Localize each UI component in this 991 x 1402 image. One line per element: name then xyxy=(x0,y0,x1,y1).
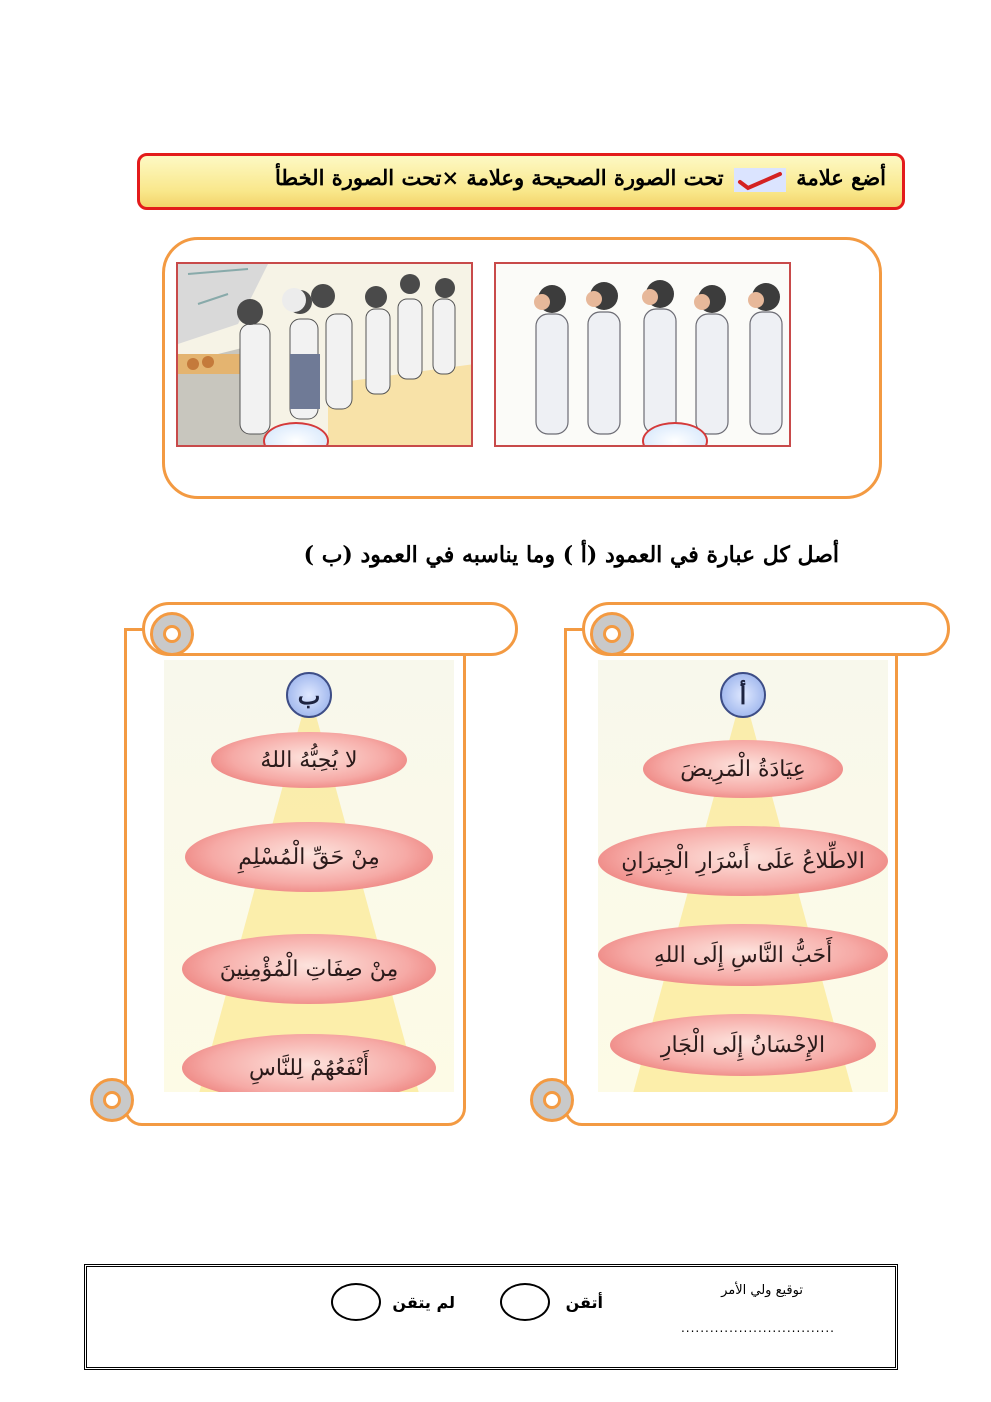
scroll-a-bottom-curl xyxy=(530,1078,574,1122)
signature-line[interactable]: ................................ xyxy=(680,1321,835,1335)
scroll-b-top xyxy=(142,602,518,656)
signature-label: توقيع ولي الأمر xyxy=(721,1283,803,1298)
scroll-a-top xyxy=(582,602,950,656)
column-a-item[interactable]: الإِحْسَانُ إِلَى الْجَارِ xyxy=(610,1014,876,1076)
not-mastered-label: لم يتقن xyxy=(392,1293,455,1312)
column-a-item[interactable]: عِيَادَةُ الْمَرِيضَ xyxy=(643,740,843,798)
column-b-item[interactable]: لا يُحِبُّهُ اللهُ xyxy=(211,732,407,788)
column-b-badge: ب xyxy=(286,672,332,718)
matching-heading: أصل كل عبارة في العمود (أ ) وما يناسبه في العمود (ب ) xyxy=(303,542,839,568)
scroll-b-top-curl xyxy=(150,612,194,656)
line-picture xyxy=(494,262,791,447)
instruction-banner xyxy=(137,153,905,210)
column-b-item[interactable]: أَنْفَعُهُمْ لِلنَّاسِ xyxy=(182,1034,436,1092)
crowding-picture xyxy=(176,262,473,447)
mastered-label: أتقن xyxy=(565,1293,603,1312)
scroll-a-top-curl xyxy=(590,612,634,656)
instruction-part2: تحت الصورة الصحيحة وعلامة ×تحت الصورة الخطأ xyxy=(274,165,724,190)
column-a-badge: أ xyxy=(720,672,766,718)
scroll-b-bottom-curl xyxy=(90,1078,134,1122)
column-b-item[interactable]: مِنْ صِفَاتِ الْمُؤْمِنِينَ xyxy=(182,934,436,1004)
instruction-text xyxy=(275,165,886,192)
evaluation-box xyxy=(84,1264,898,1370)
column-a-panel xyxy=(598,660,888,1092)
red-checkmark-icon xyxy=(734,168,786,192)
column-a-item[interactable]: الاطِّلاعُ عَلَى أَسْرَارِ الْجِيرَانِ xyxy=(598,826,888,896)
not-mastered-circle[interactable] xyxy=(331,1283,381,1321)
mastered-circle[interactable] xyxy=(500,1283,550,1321)
column-b-panel xyxy=(164,660,454,1092)
column-a-item[interactable]: أَحَبُّ النَّاسِ إِلَى اللهِ xyxy=(598,924,888,986)
instruction-part1: أضع علامة xyxy=(796,165,886,190)
column-b-item[interactable]: مِنْ حَقِّ الْمُسْلِمِ xyxy=(185,822,433,892)
